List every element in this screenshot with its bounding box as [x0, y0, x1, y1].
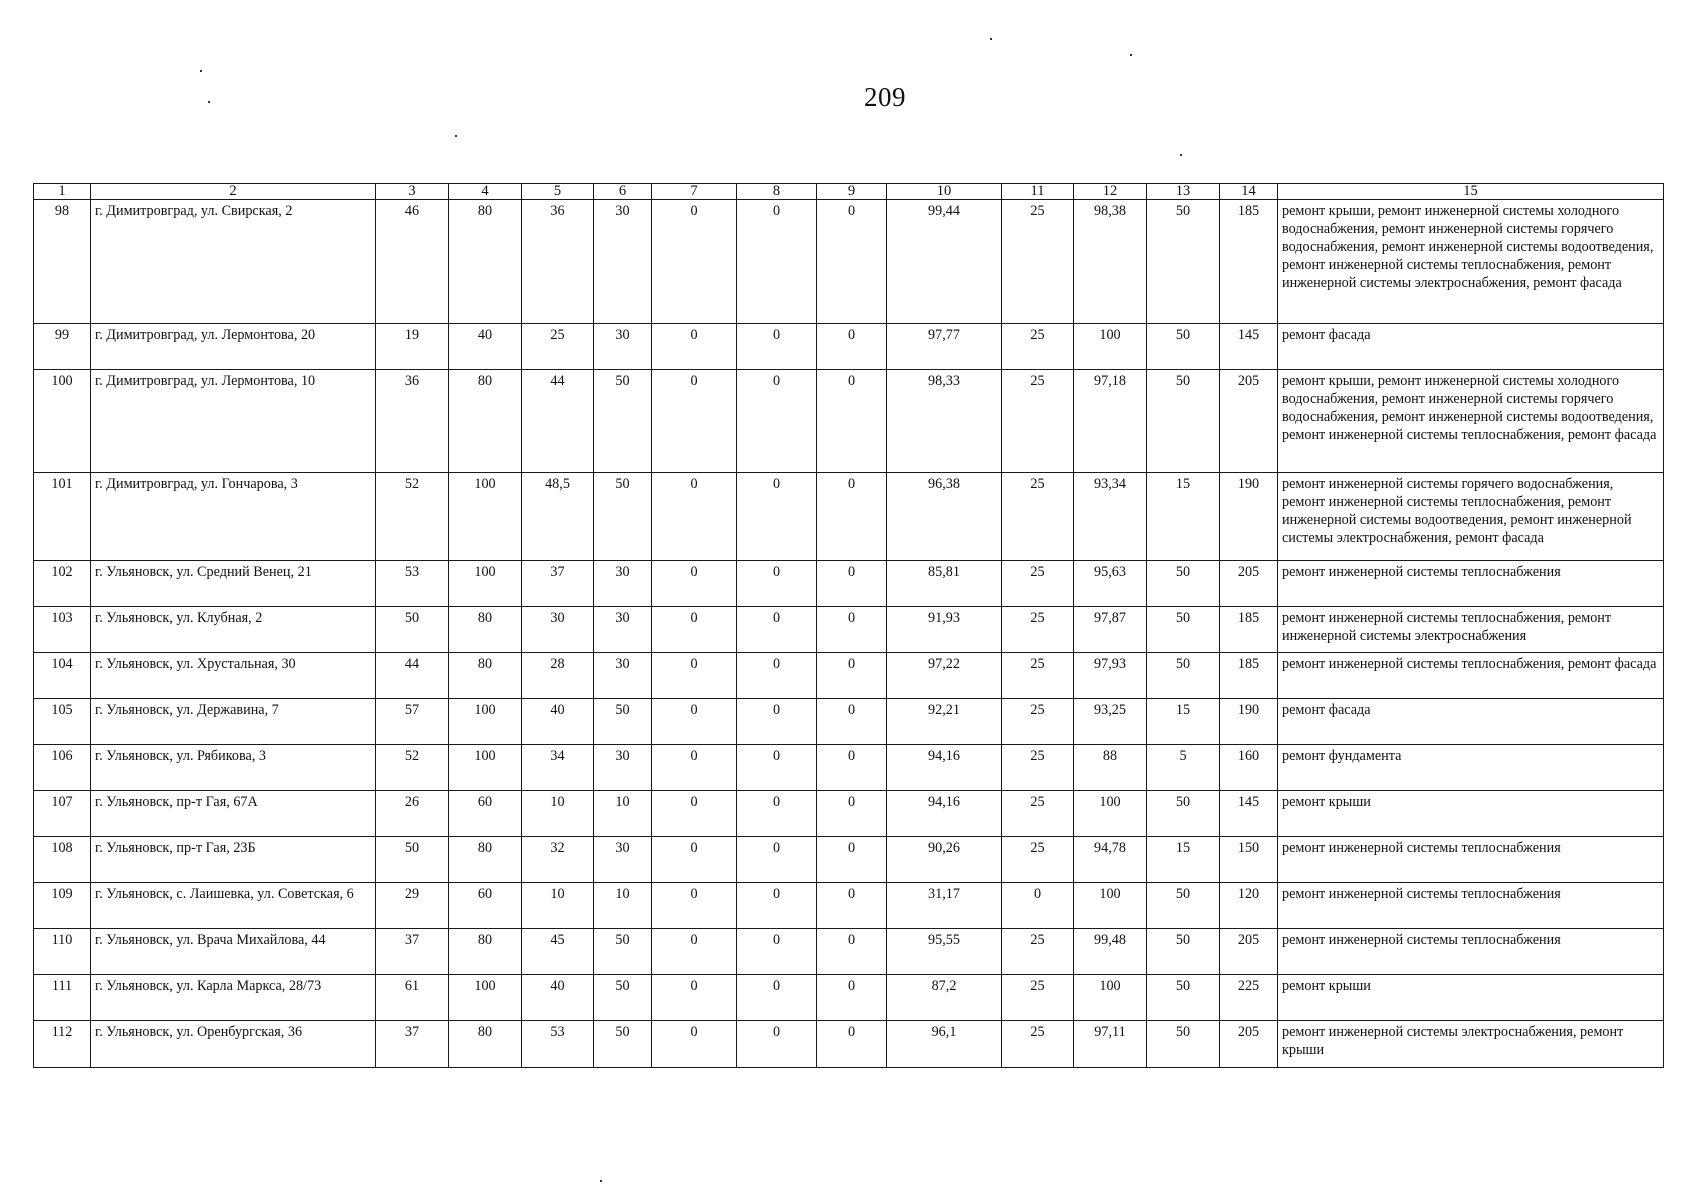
value-cell-col11: 25 [1002, 699, 1074, 745]
value-cell-col7: 0 [652, 883, 737, 929]
address-cell: г. Ульяновск, пр-т Гая, 67А [91, 791, 376, 837]
value-cell-col11: 25 [1002, 975, 1074, 1021]
value-cell-col12: 100 [1074, 791, 1147, 837]
value-cell-col8: 0 [737, 975, 817, 1021]
value-cell-col11: 25 [1002, 653, 1074, 699]
value-cell-col13: 50 [1147, 653, 1220, 699]
value-cell-col5: 53 [522, 1021, 594, 1068]
address-cell: г. Ульяновск, ул. Рябикова, 3 [91, 745, 376, 791]
table-row [34, 1021, 1664, 1068]
value-cell-col7: 0 [652, 200, 737, 324]
value-cell-col10: 90,26 [887, 837, 1002, 883]
value-cell-col5: 25 [522, 324, 594, 370]
address-cell: г. Димитровград, ул. Свирская, 2 [91, 200, 376, 324]
value-cell-col9: 0 [817, 837, 887, 883]
repair-register-table [33, 183, 1664, 1068]
scan-speck [455, 135, 457, 137]
value-cell-col14: 145 [1220, 324, 1278, 370]
value-cell-col5: 28 [522, 653, 594, 699]
table-row [34, 653, 1664, 699]
value-cell-col5: 48,5 [522, 473, 594, 561]
value-cell-col7: 0 [652, 837, 737, 883]
value-cell-col6: 10 [594, 883, 652, 929]
repair-works-cell: ремонт инженерной системы теплоснабжения [1278, 929, 1664, 975]
column-header: 1 [34, 184, 91, 200]
value-cell-col4: 80 [449, 607, 522, 653]
address-cell: г. Ульяновск, ул. Карла Маркса, 28/73 [91, 975, 376, 1021]
value-cell-col9: 0 [817, 791, 887, 837]
value-cell-col13: 15 [1147, 473, 1220, 561]
value-cell-col6: 30 [594, 745, 652, 791]
scan-speck [600, 1180, 602, 1182]
value-cell-col9: 0 [817, 745, 887, 791]
value-cell-col3: 26 [376, 791, 449, 837]
value-cell-col7: 0 [652, 653, 737, 699]
value-cell-col5: 30 [522, 607, 594, 653]
value-cell-col11: 25 [1002, 791, 1074, 837]
value-cell-col14: 205 [1220, 1021, 1278, 1068]
repair-works-cell: ремонт инженерной системы теплоснабжения, ремонт фасада [1278, 653, 1664, 699]
value-cell-col8: 0 [737, 745, 817, 791]
repair-works-cell: ремонт крыши [1278, 975, 1664, 1021]
value-cell-col14: 205 [1220, 370, 1278, 473]
value-cell-col3: 36 [376, 370, 449, 473]
value-cell-col11: 25 [1002, 837, 1074, 883]
value-cell-col12: 93,25 [1074, 699, 1147, 745]
value-cell-col5: 34 [522, 745, 594, 791]
address-cell: г. Ульяновск, ул. Клубная, 2 [91, 607, 376, 653]
scan-speck [990, 38, 992, 40]
address-cell: г. Ульяновск, с. Лаишевка, ул. Советская, 6 [91, 883, 376, 929]
row-number: 105 [34, 699, 91, 745]
table-row [34, 791, 1664, 837]
repair-works-cell: ремонт инженерной системы теплоснабжения [1278, 561, 1664, 607]
value-cell-col7: 0 [652, 561, 737, 607]
value-cell-col8: 0 [737, 200, 817, 324]
address-cell: г. Ульяновск, ул. Державина, 7 [91, 699, 376, 745]
value-cell-col10: 87,2 [887, 975, 1002, 1021]
value-cell-col4: 100 [449, 699, 522, 745]
value-cell-col7: 0 [652, 745, 737, 791]
value-cell-col9: 0 [817, 975, 887, 1021]
column-header: 10 [887, 184, 1002, 200]
value-cell-col13: 50 [1147, 370, 1220, 473]
value-cell-col4: 40 [449, 324, 522, 370]
value-cell-col8: 0 [737, 837, 817, 883]
column-header: 6 [594, 184, 652, 200]
value-cell-col6: 30 [594, 324, 652, 370]
value-cell-col9: 0 [817, 200, 887, 324]
value-cell-col9: 0 [817, 473, 887, 561]
value-cell-col10: 91,93 [887, 607, 1002, 653]
value-cell-col12: 97,11 [1074, 1021, 1147, 1068]
value-cell-col6: 50 [594, 929, 652, 975]
value-cell-col4: 100 [449, 561, 522, 607]
value-cell-col12: 95,63 [1074, 561, 1147, 607]
value-cell-col8: 0 [737, 370, 817, 473]
row-number: 108 [34, 837, 91, 883]
scan-speck [1180, 154, 1182, 156]
value-cell-col13: 50 [1147, 791, 1220, 837]
value-cell-col11: 25 [1002, 929, 1074, 975]
value-cell-col9: 0 [817, 883, 887, 929]
address-cell: г. Димитровград, ул. Лермонтова, 10 [91, 370, 376, 473]
value-cell-col11: 25 [1002, 370, 1074, 473]
row-number: 101 [34, 473, 91, 561]
value-cell-col11: 0 [1002, 883, 1074, 929]
value-cell-col3: 46 [376, 200, 449, 324]
address-cell: г. Ульяновск, пр-т Гая, 23Б [91, 837, 376, 883]
value-cell-col3: 53 [376, 561, 449, 607]
column-header: 9 [817, 184, 887, 200]
value-cell-col13: 50 [1147, 561, 1220, 607]
value-cell-col5: 45 [522, 929, 594, 975]
value-cell-col3: 29 [376, 883, 449, 929]
scan-speck [1130, 54, 1132, 56]
value-cell-col12: 97,93 [1074, 653, 1147, 699]
value-cell-col10: 98,33 [887, 370, 1002, 473]
value-cell-col11: 25 [1002, 561, 1074, 607]
value-cell-col11: 25 [1002, 1021, 1074, 1068]
value-cell-col9: 0 [817, 607, 887, 653]
value-cell-col5: 32 [522, 837, 594, 883]
repair-works-cell: ремонт инженерной системы теплоснабжения, ремонт инженерной системы электроснабжения [1278, 607, 1664, 653]
value-cell-col13: 50 [1147, 324, 1220, 370]
value-cell-col3: 19 [376, 324, 449, 370]
column-header: 11 [1002, 184, 1074, 200]
value-cell-col9: 0 [817, 929, 887, 975]
page-number: 209 [864, 82, 906, 112]
value-cell-col9: 0 [817, 1021, 887, 1068]
value-cell-col14: 145 [1220, 791, 1278, 837]
address-cell: г. Димитровград, ул. Лермонтова, 20 [91, 324, 376, 370]
value-cell-col8: 0 [737, 653, 817, 699]
value-cell-col4: 80 [449, 837, 522, 883]
value-cell-col3: 61 [376, 975, 449, 1021]
table-row [34, 883, 1664, 929]
value-cell-col5: 40 [522, 699, 594, 745]
value-cell-col10: 92,21 [887, 699, 1002, 745]
value-cell-col6: 50 [594, 473, 652, 561]
value-cell-col14: 205 [1220, 561, 1278, 607]
value-cell-col6: 30 [594, 561, 652, 607]
table-row [34, 200, 1664, 324]
row-number: 109 [34, 883, 91, 929]
value-cell-col14: 205 [1220, 929, 1278, 975]
column-header: 2 [91, 184, 376, 200]
value-cell-col3: 50 [376, 837, 449, 883]
value-cell-col8: 0 [737, 1021, 817, 1068]
value-cell-col5: 44 [522, 370, 594, 473]
value-cell-col8: 0 [737, 561, 817, 607]
address-cell: г. Ульяновск, ул. Оренбургская, 36 [91, 1021, 376, 1068]
value-cell-col11: 25 [1002, 473, 1074, 561]
address-cell: г. Ульяновск, ул. Хрустальная, 30 [91, 653, 376, 699]
value-cell-col3: 50 [376, 607, 449, 653]
value-cell-col5: 10 [522, 791, 594, 837]
row-number: 98 [34, 200, 91, 324]
value-cell-col14: 185 [1220, 200, 1278, 324]
value-cell-col12: 99,48 [1074, 929, 1147, 975]
value-cell-col14: 185 [1220, 607, 1278, 653]
value-cell-col4: 80 [449, 653, 522, 699]
value-cell-col4: 60 [449, 791, 522, 837]
value-cell-col4: 80 [449, 1021, 522, 1068]
column-header: 5 [522, 184, 594, 200]
value-cell-col5: 10 [522, 883, 594, 929]
value-cell-col4: 100 [449, 745, 522, 791]
value-cell-col4: 100 [449, 473, 522, 561]
value-cell-col8: 0 [737, 473, 817, 561]
repair-works-cell: ремонт инженерной системы электроснабжения, ремонт крыши [1278, 1021, 1664, 1068]
repair-works-cell: ремонт фасада [1278, 324, 1664, 370]
value-cell-col7: 0 [652, 791, 737, 837]
value-cell-col3: 44 [376, 653, 449, 699]
row-number: 100 [34, 370, 91, 473]
row-number: 102 [34, 561, 91, 607]
address-cell: г. Димитровград, ул. Гончарова, 3 [91, 473, 376, 561]
value-cell-col14: 190 [1220, 473, 1278, 561]
value-cell-col3: 52 [376, 473, 449, 561]
repair-works-cell: ремонт инженерной системы теплоснабжения [1278, 883, 1664, 929]
repair-works-cell: ремонт фундамента [1278, 745, 1664, 791]
value-cell-col5: 40 [522, 975, 594, 1021]
value-cell-col10: 94,16 [887, 745, 1002, 791]
value-cell-col13: 50 [1147, 200, 1220, 324]
value-cell-col9: 0 [817, 561, 887, 607]
repair-works-cell: ремонт инженерной системы теплоснабжения [1278, 837, 1664, 883]
value-cell-col14: 190 [1220, 699, 1278, 745]
value-cell-col11: 25 [1002, 745, 1074, 791]
value-cell-col12: 94,78 [1074, 837, 1147, 883]
repair-works-cell: ремонт крыши, ремонт инженерной системы холодного водоснабжения, ремонт инженерной системы горячего водоснабжения, ремонт инженерной системы водоотведения, ремонт инженерной системы теплоснабжения, ремонт фасада [1278, 370, 1664, 473]
value-cell-col4: 80 [449, 200, 522, 324]
value-cell-col12: 100 [1074, 883, 1147, 929]
value-cell-col6: 50 [594, 699, 652, 745]
value-cell-col14: 185 [1220, 653, 1278, 699]
value-cell-col13: 5 [1147, 745, 1220, 791]
value-cell-col13: 50 [1147, 975, 1220, 1021]
value-cell-col3: 52 [376, 745, 449, 791]
value-cell-col5: 37 [522, 561, 594, 607]
value-cell-col7: 0 [652, 699, 737, 745]
value-cell-col6: 30 [594, 200, 652, 324]
value-cell-col10: 85,81 [887, 561, 1002, 607]
table-row [34, 324, 1664, 370]
value-cell-col13: 50 [1147, 1021, 1220, 1068]
value-cell-col7: 0 [652, 1021, 737, 1068]
row-number: 107 [34, 791, 91, 837]
value-cell-col14: 160 [1220, 745, 1278, 791]
value-cell-col6: 10 [594, 791, 652, 837]
value-cell-col7: 0 [652, 473, 737, 561]
value-cell-col6: 30 [594, 653, 652, 699]
value-cell-col6: 50 [594, 1021, 652, 1068]
value-cell-col8: 0 [737, 699, 817, 745]
value-cell-col14: 120 [1220, 883, 1278, 929]
value-cell-col6: 30 [594, 837, 652, 883]
value-cell-col10: 99,44 [887, 200, 1002, 324]
value-cell-col10: 96,1 [887, 1021, 1002, 1068]
value-cell-col10: 94,16 [887, 791, 1002, 837]
value-cell-col10: 97,77 [887, 324, 1002, 370]
row-number: 106 [34, 745, 91, 791]
value-cell-col7: 0 [652, 370, 737, 473]
value-cell-col4: 80 [449, 370, 522, 473]
value-cell-col14: 150 [1220, 837, 1278, 883]
value-cell-col12: 93,34 [1074, 473, 1147, 561]
value-cell-col9: 0 [817, 370, 887, 473]
column-header: 4 [449, 184, 522, 200]
value-cell-col11: 25 [1002, 607, 1074, 653]
column-header: 7 [652, 184, 737, 200]
value-cell-col7: 0 [652, 324, 737, 370]
value-cell-col12: 88 [1074, 745, 1147, 791]
column-header: 8 [737, 184, 817, 200]
repair-works-cell: ремонт крыши [1278, 791, 1664, 837]
row-number: 111 [34, 975, 91, 1021]
value-cell-col12: 97,87 [1074, 607, 1147, 653]
value-cell-col8: 0 [737, 324, 817, 370]
value-cell-col14: 225 [1220, 975, 1278, 1021]
value-cell-col4: 100 [449, 975, 522, 1021]
column-header: 13 [1147, 184, 1220, 200]
value-cell-col12: 98,38 [1074, 200, 1147, 324]
value-cell-col6: 50 [594, 975, 652, 1021]
value-cell-col6: 30 [594, 607, 652, 653]
table-row [34, 837, 1664, 883]
value-cell-col9: 0 [817, 324, 887, 370]
table-row [34, 745, 1664, 791]
value-cell-col10: 97,22 [887, 653, 1002, 699]
repair-works-cell: ремонт инженерной системы горячего водоснабжения, ремонт инженерной системы теплоснабжения, ремонт инженерной системы водоотведения, ремонт инженерной системы электроснабжения, ремонт фасада [1278, 473, 1664, 561]
address-cell: г. Ульяновск, ул. Средний Венец, 21 [91, 561, 376, 607]
value-cell-col3: 37 [376, 929, 449, 975]
value-cell-col9: 0 [817, 699, 887, 745]
value-cell-col10: 96,38 [887, 473, 1002, 561]
table-row [34, 975, 1664, 1021]
value-cell-col4: 80 [449, 929, 522, 975]
value-cell-col9: 0 [817, 653, 887, 699]
value-cell-col13: 50 [1147, 883, 1220, 929]
scan-speck [208, 101, 210, 103]
value-cell-col8: 0 [737, 607, 817, 653]
row-number: 104 [34, 653, 91, 699]
value-cell-col11: 25 [1002, 200, 1074, 324]
value-cell-col6: 50 [594, 370, 652, 473]
value-cell-col13: 50 [1147, 929, 1220, 975]
value-cell-col7: 0 [652, 607, 737, 653]
table-row [34, 699, 1664, 745]
row-number: 110 [34, 929, 91, 975]
value-cell-col10: 95,55 [887, 929, 1002, 975]
value-cell-col12: 100 [1074, 324, 1147, 370]
address-cell: г. Ульяновск, ул. Врача Михайлова, 44 [91, 929, 376, 975]
column-number-row [34, 184, 1664, 200]
table-row [34, 607, 1664, 653]
repair-works-cell: ремонт крыши, ремонт инженерной системы холодного водоснабжения, ремонт инженерной системы горячего водоснабжения, ремонт инженерной системы водоотведения, ремонт инженерной системы теплоснабжения, ремонт инженерной системы электроснабжения, ремонт фасада [1278, 200, 1664, 324]
row-number: 99 [34, 324, 91, 370]
table-body [34, 200, 1664, 1068]
value-cell-col8: 0 [737, 791, 817, 837]
row-number: 103 [34, 607, 91, 653]
table-row [34, 370, 1664, 473]
row-number: 112 [34, 1021, 91, 1068]
column-header: 14 [1220, 184, 1278, 200]
value-cell-col12: 97,18 [1074, 370, 1147, 473]
value-cell-col8: 0 [737, 883, 817, 929]
value-cell-col7: 0 [652, 929, 737, 975]
value-cell-col10: 31,17 [887, 883, 1002, 929]
table-row [34, 561, 1664, 607]
value-cell-col3: 57 [376, 699, 449, 745]
value-cell-col3: 37 [376, 1021, 449, 1068]
scan-speck [200, 70, 202, 72]
column-header: 15 [1278, 184, 1664, 200]
repair-works-cell: ремонт фасада [1278, 699, 1664, 745]
value-cell-col7: 0 [652, 975, 737, 1021]
value-cell-col4: 60 [449, 883, 522, 929]
column-header: 3 [376, 184, 449, 200]
value-cell-col13: 15 [1147, 837, 1220, 883]
value-cell-col8: 0 [737, 929, 817, 975]
table-row [34, 473, 1664, 561]
value-cell-col5: 36 [522, 200, 594, 324]
value-cell-col12: 100 [1074, 975, 1147, 1021]
table-row [34, 929, 1664, 975]
value-cell-col13: 50 [1147, 607, 1220, 653]
value-cell-col11: 25 [1002, 324, 1074, 370]
value-cell-col13: 15 [1147, 699, 1220, 745]
column-header: 12 [1074, 184, 1147, 200]
